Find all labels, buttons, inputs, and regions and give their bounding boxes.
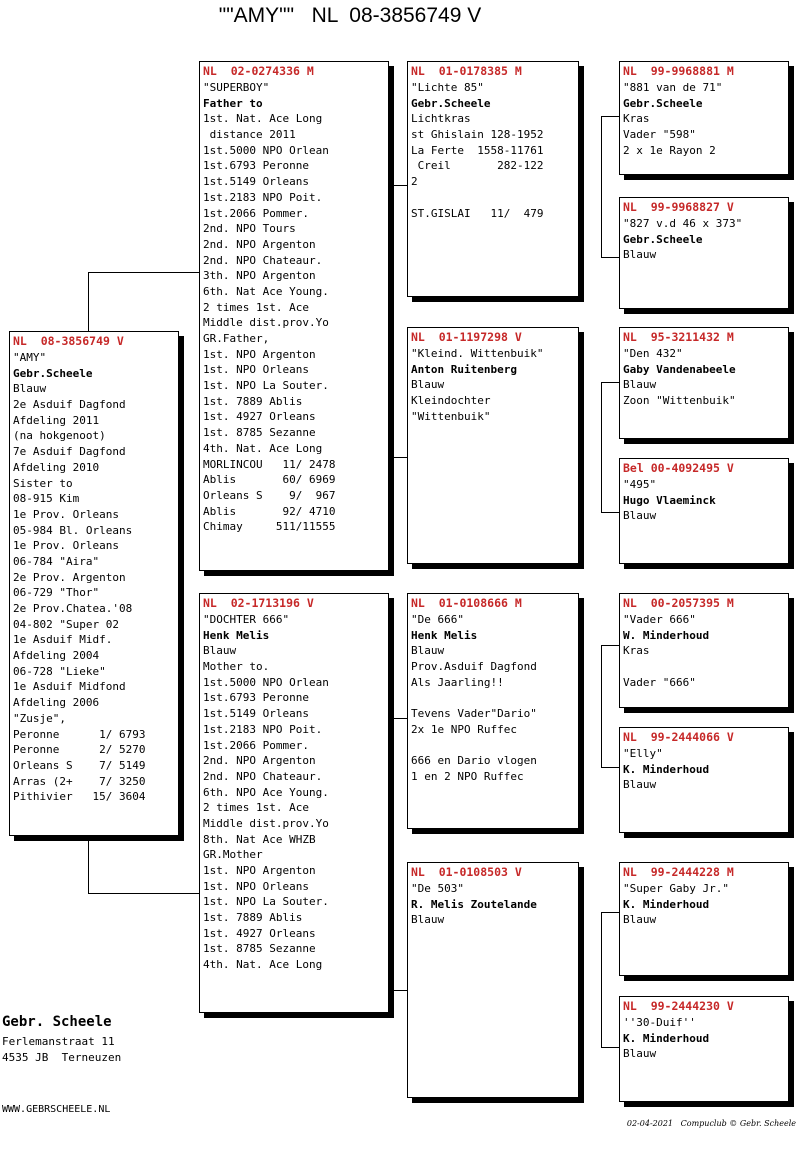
card-line: 1st. NPO Orleans <box>203 363 309 377</box>
card-line: 2nd. NPO Argenton <box>203 754 316 768</box>
card-line: "Wittenbuik" <box>411 409 491 423</box>
card-line: "Lichte 85" <box>411 81 484 94</box>
connector-line <box>601 1047 620 1048</box>
card-line: 1st. NPO Orleans <box>203 879 309 893</box>
card-line: Anton Ruitenberg <box>411 362 517 376</box>
card-line: Henk Melis <box>411 628 478 642</box>
card-line <box>411 738 575 754</box>
card-line: Pithivier 15/ 3604 <box>13 790 146 804</box>
card-line: 8th. Nat Ace WHZB <box>203 832 316 846</box>
ring-number: NL 99-9968881 M <box>623 64 734 78</box>
connector-line <box>601 645 620 646</box>
card-line: Ablis 60/ 6969 <box>203 473 336 487</box>
card-line: 1st. 7889 Ablis <box>203 911 303 925</box>
card-lines <box>203 80 385 535</box>
card-line: Peronne 2/ 5270 <box>13 743 146 757</box>
card-line: "Zusje", <box>13 711 66 725</box>
card-line: Afdeling 2006 <box>13 696 100 710</box>
card-lines <box>623 346 785 409</box>
pedigree-card-ff[interactable] <box>407 61 579 297</box>
card-line: "AMY" <box>13 351 47 364</box>
ring-number: NL 00-2057395 M <box>623 596 734 610</box>
card-line: 1e Prov. Orleans <box>13 539 119 553</box>
card-lines <box>623 612 785 690</box>
card-line: 1st. 8785 Sezanne <box>203 942 316 956</box>
card-line: Father to <box>203 96 263 110</box>
card-line: 05-984 Bl. Orleans <box>13 523 133 537</box>
footer-credit: Compuclub © Gebr. Scheele <box>680 1119 796 1128</box>
card-line: Als Jaarling!! <box>411 675 504 689</box>
card-line: "Super Gaby Jr." <box>623 882 729 895</box>
card-line: Vader "666" <box>623 675 696 689</box>
card-line: Peronne 1/ 6793 <box>13 727 146 741</box>
card-line: Blauw <box>203 644 237 658</box>
card-line: Ablis 92/ 4710 <box>203 504 336 518</box>
card-line: Gebr.Scheele <box>623 96 703 110</box>
connector-line <box>393 990 408 991</box>
card-lines <box>623 881 785 928</box>
ring-number: NL 02-0274336 M <box>203 64 314 78</box>
card-line: Vader "598" <box>623 128 696 142</box>
footer <box>627 1119 796 1128</box>
card-line: Kras <box>623 112 650 126</box>
card-line: La Ferte 1558-11761 <box>411 143 544 157</box>
connector-line <box>601 116 602 257</box>
ring-number: NL 99-9968827 V <box>623 200 734 214</box>
connector-line <box>601 912 620 913</box>
card-line: 04-802 "Super 02 <box>13 617 119 631</box>
card-line: Blauw <box>623 913 657 927</box>
card-line: Afdeling 2011 <box>13 413 100 427</box>
card-line <box>623 659 785 675</box>
card-lines <box>623 1015 785 1062</box>
card-line: 1st. 4927 Orleans <box>203 410 316 424</box>
pedigree-card-mmm[interactable] <box>619 996 789 1102</box>
card-line: 1e Asduif Midfond <box>13 680 126 694</box>
connector-line <box>88 272 200 273</box>
card-line: Middle dist.prov.Yo <box>203 816 329 830</box>
card-line: 2e Prov.Chatea.'08 <box>13 602 133 615</box>
card-line: "SUPERBOY" <box>203 81 270 94</box>
card-line: Hugo Vlaeminck <box>623 493 716 507</box>
connector-line <box>393 185 408 186</box>
card-lines <box>411 612 575 785</box>
card-line: Orleans S 7/ 5149 <box>13 758 146 772</box>
card-line: 1st.2183 NPO Poit. <box>203 190 323 204</box>
card-line: 1e Prov. Orleans <box>13 507 119 521</box>
card-line: Blauw <box>623 248 657 262</box>
card-lines <box>623 216 785 263</box>
card-line: Creil 282-122 <box>411 159 544 173</box>
card-line: 1st.2066 Pommer. <box>203 206 309 220</box>
card-lines <box>623 746 785 793</box>
card-lines <box>13 350 175 805</box>
card-line: 1st.6793 Peronne <box>203 159 309 173</box>
pedigree-card-fff[interactable] <box>619 61 789 175</box>
pedigree-card-fmf[interactable] <box>619 327 789 439</box>
card-line: 2nd. NPO Chateaur. <box>203 253 323 267</box>
card-line: 1st.5000 NPO Orlean <box>203 675 329 689</box>
pedigree-card-mfm[interactable] <box>619 727 789 833</box>
card-line: Prov.Asduif Dagfond <box>411 660 537 674</box>
card-line: Blauw <box>623 1047 657 1061</box>
card-line: 6th. NPO Ace Young. <box>203 785 329 799</box>
connector-line <box>601 912 602 1047</box>
card-line: K. Minderhoud <box>623 1031 710 1045</box>
card-line: 2 times 1st. Ace <box>203 300 309 314</box>
card-lines <box>203 612 385 973</box>
card-line: 2e Asduif Dagfond <box>13 398 126 412</box>
card-line: "De 503" <box>411 882 464 895</box>
card-line: 1st. NPO La Souter. <box>203 379 329 393</box>
card-line: Afdeling 2004 <box>13 649 100 663</box>
owner-website[interactable]: WWW.GEBRSCHEELE.NL <box>2 1104 111 1115</box>
pedigree-card-father[interactable] <box>199 61 389 571</box>
pedigree-card-fm[interactable] <box>407 327 579 564</box>
connector-line <box>601 645 602 767</box>
card-line: 1st. NPO Argenton <box>203 347 316 361</box>
connector-line <box>601 767 620 768</box>
card-line: Blauw <box>623 778 657 792</box>
card-line: Kras <box>623 644 650 658</box>
card-line: "Elly" <box>623 747 663 760</box>
card-line: Middle dist.prov.Yo <box>203 316 329 330</box>
card-line: 1st. Nat. Ace Long <box>203 112 323 126</box>
footer-date: 02-04-2021 <box>626 1119 673 1128</box>
connector-line <box>601 257 620 258</box>
card-line: Afdeling 2010 <box>13 460 100 474</box>
card-line: Blauw <box>623 378 657 392</box>
connector-line <box>601 382 620 383</box>
ring-number: NL 95-3211432 M <box>623 330 734 344</box>
card-line: Henk Melis <box>203 628 270 642</box>
card-line: Sister to <box>13 476 73 490</box>
card-line: 4th. Nat. Ace Long <box>203 958 323 972</box>
card-line: 1st.5149 Orleans <box>203 175 309 189</box>
pedigree-card-ffm[interactable] <box>619 197 789 309</box>
card-line: Kleindochter <box>411 394 491 408</box>
card-line: Zoon "Wittenbuik" <box>623 394 736 408</box>
card-line: 1st. 4927 Orleans <box>203 926 316 940</box>
card-line: K. Minderhoud <box>623 762 710 776</box>
card-line: 06-728 "Lieke" <box>13 664 106 678</box>
card-line: W. Minderhoud <box>623 628 710 642</box>
ring-number: NL 01-0108666 M <box>411 596 522 610</box>
card-line: 1st. NPO La Souter. <box>203 895 329 909</box>
ring-number: Bel 00-4092495 V <box>623 461 734 475</box>
connector-line <box>393 457 408 458</box>
card-line: Blauw <box>13 382 47 396</box>
card-lines <box>411 80 575 221</box>
card-line: st Ghislain 128-1952 <box>411 128 544 142</box>
pedigree-card-mother[interactable] <box>199 593 389 1013</box>
card-line: 1st.5149 Orleans <box>203 707 309 721</box>
card-line: "De 666" <box>411 613 464 626</box>
connector-line <box>393 718 408 719</box>
card-line: 6th. Nat Ace Young. <box>203 284 329 298</box>
card-line: ST.GISLAI 11/ 479 <box>411 206 544 220</box>
ring-number: NL 08-3856749 V <box>13 334 124 348</box>
card-line: 2nd. NPO Chateaur. <box>203 769 323 783</box>
card-lines <box>411 346 575 424</box>
card-line: 08-915 Kim <box>13 492 80 506</box>
card-line: 4th. Nat. Ace Long <box>203 441 323 455</box>
card-line: "Den 432" <box>623 347 683 360</box>
ring-number: NL 01-1197298 V <box>411 330 522 344</box>
card-line: Chimay 511/11555 <box>203 520 336 534</box>
card-line: 06-784 "Aira" <box>13 554 100 568</box>
card-line: 1st. NPO Argenton <box>203 864 316 877</box>
card-line: "881 van de 71" <box>623 81 723 94</box>
card-line: 2 times 1st. Ace <box>203 801 309 815</box>
ring-number: NL 02-1713196 V <box>203 596 314 610</box>
card-line: Orleans S 9/ 967 <box>203 488 336 502</box>
card-line: Lichtkras <box>411 112 471 126</box>
card-line: ''30-Duif'' <box>623 1016 696 1029</box>
connector-line <box>88 893 200 894</box>
card-line: 1e Asduif Midf. <box>13 633 113 647</box>
card-line: 2x 1e NPO Ruffec <box>411 722 517 736</box>
card-line: 666 en Dario vlogen <box>411 754 537 768</box>
card-line: GR.Father, <box>203 332 270 345</box>
card-line: (na hokgenoot) <box>13 429 106 443</box>
card-line: 2 x 1e Rayon 2 <box>623 143 716 157</box>
owner-address-line1: Ferlemanstraat 11 <box>2 1035 115 1048</box>
card-line: distance 2011 <box>203 128 296 142</box>
card-line: "827 v.d 46 x 373" <box>623 217 743 230</box>
card-line: 2e Prov. Argenton <box>13 570 126 584</box>
card-line: Gebr.Scheele <box>13 366 93 380</box>
card-line: 2nd. NPO Tours <box>203 222 296 236</box>
card-line: Arras (2+ 7/ 3250 <box>13 774 146 788</box>
card-line: MORLINCOU 11/ 2478 <box>203 457 336 471</box>
card-line: Blauw <box>411 378 445 392</box>
connector-line <box>393 718 394 990</box>
card-line: Blauw <box>623 509 657 523</box>
card-lines <box>623 477 785 524</box>
card-line: GR.Mother <box>203 848 263 862</box>
connector-line <box>601 116 620 117</box>
card-line: Mother to. <box>203 660 270 674</box>
card-line: 2nd. NPO Argenton <box>203 237 316 251</box>
card-line: "495" <box>623 478 657 491</box>
owner-block <box>2 1014 121 1066</box>
connector-line <box>601 382 602 512</box>
card-line: "Vader 666" <box>623 613 696 626</box>
pedigree-card-mm[interactable] <box>407 862 579 1098</box>
card-line: 2 <box>411 175 418 189</box>
card-line <box>411 190 575 206</box>
card-line: 1st.2066 Pommer. <box>203 738 309 752</box>
card-lines <box>623 80 785 158</box>
ring-number: NL 99-2444228 M <box>623 865 734 879</box>
owner-address-line2: 4535 JB Terneuzen <box>2 1051 122 1064</box>
card-line: 1st. 8785 Sezanne <box>203 426 316 440</box>
connector-line <box>88 272 89 332</box>
connector-line <box>88 840 89 893</box>
card-line: Gebr.Scheele <box>411 96 491 110</box>
card-line: 06-729 "Thor" <box>13 586 100 600</box>
ring-number: NL 99-2444230 V <box>623 999 734 1013</box>
card-line: 1 en 2 NPO Ruffec <box>411 769 524 783</box>
ring-number: NL 01-0178385 M <box>411 64 522 78</box>
card-line: "Kleind. Wittenbuik" <box>411 347 544 360</box>
card-line: 1st.6793 Peronne <box>203 691 309 705</box>
pedigree-card-subject[interactable] <box>9 331 179 836</box>
card-line: 1st.2183 NPO Poit. <box>203 722 323 736</box>
card-line: 1st.5000 NPO Orlean <box>203 143 329 157</box>
card-lines <box>411 881 575 928</box>
card-line: 7e Asduif Dagfond <box>13 445 126 459</box>
pedigree-card-mff[interactable] <box>619 593 789 708</box>
ring-number: NL 01-0108503 V <box>411 865 522 879</box>
pedigree-card-mf[interactable] <box>407 593 579 829</box>
connector-line <box>393 185 394 457</box>
card-line: 3th. NPO Argenton <box>203 269 316 283</box>
card-line <box>411 690 575 706</box>
card-line: "DOCHTER 666" <box>203 613 290 626</box>
pedigree-card-mmf[interactable] <box>619 862 789 976</box>
card-line: Tevens Vader"Dario" <box>411 707 537 721</box>
card-line: Blauw <box>411 913 445 927</box>
card-line: 1st. 7889 Ablis <box>203 394 303 408</box>
ring-number: NL 99-2444066 V <box>623 730 734 744</box>
card-line: K. Minderhoud <box>623 897 710 911</box>
card-line: R. Melis Zoutelande <box>411 897 537 911</box>
card-line: Gaby Vandenabeele <box>623 362 736 376</box>
card-line: Blauw <box>411 644 445 658</box>
pedigree-card-fmm[interactable] <box>619 458 789 564</box>
pedigree-title: ""AMY"" NL 08-3856749 V <box>218 4 482 27</box>
owner-name: Gebr. Scheele <box>2 1014 112 1030</box>
card-line: Gebr.Scheele <box>623 232 703 246</box>
connector-line <box>601 512 620 513</box>
